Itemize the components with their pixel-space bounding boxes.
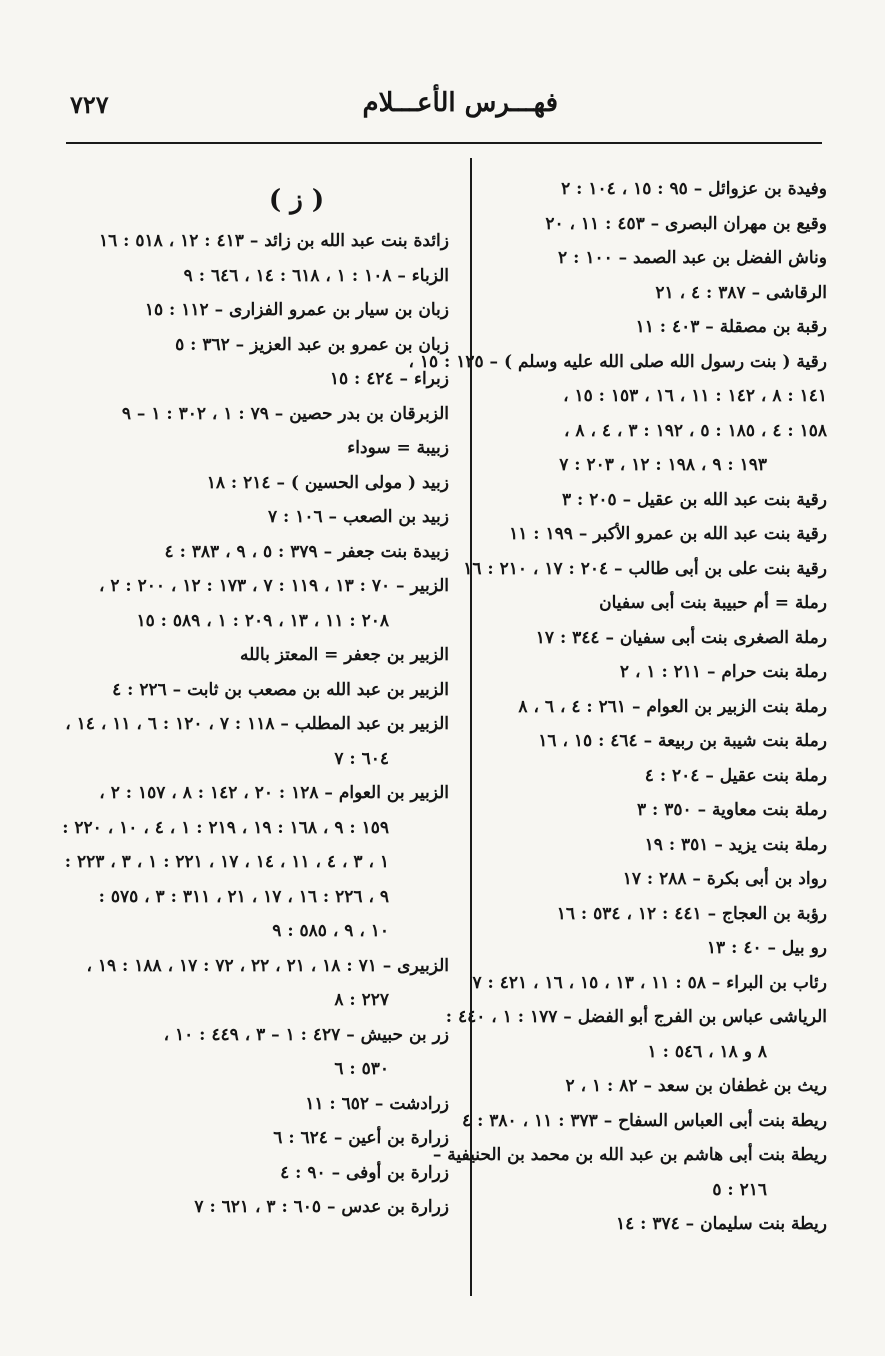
page-number: ٧٢٧ bbox=[70, 90, 109, 119]
index-entry: ريطة بنت أبى هاشم بن عبد الله بن محمد بن الحنيفية – bbox=[432, 1145, 827, 1165]
index-entry: ريطة بنت أبى العباس السفاح – ٣٧٣ : ١١ ، ٣٨٠ : ٤ bbox=[462, 1110, 827, 1131]
index-entry: رو بيل – ٤٠ : ١٣ bbox=[706, 938, 827, 958]
index-entry: زبان بن عمرو بن عبد العزيز – ٣٦٢ : ٥ bbox=[175, 334, 449, 355]
index-entry-continuation: ٩ ، ٢٢٦ : ١٦ ، ١٧ ، ٢١ ، ٣١١ : ٣ ، ٥٧٥ : bbox=[98, 886, 389, 907]
index-entry: رملة = أم حبيبة بنت أبى سفيان bbox=[599, 593, 827, 613]
index-entry-continuation: ٦٠٤ : ٧ bbox=[334, 748, 389, 769]
index-entry: زبان بن سيار بن عمرو الفزارى – ١١٢ : ١٥ bbox=[144, 300, 449, 320]
index-entry-continuation: ٢٠٨ : ١١ ، ١٣ ، ٢٠٩ : ١ ، ٥٨٩ : ١٥ bbox=[136, 610, 389, 631]
index-entry: الزبير بن جعفر = المعتز بالله bbox=[240, 645, 449, 665]
index-entry: زائدة بنت عبد الله بن زائد – ٤١٣ : ١٢ ، ٥١٨ : ١٦ bbox=[98, 231, 449, 251]
index-entry: رقية بنت عبد الله بن عمرو الأكبر – ١٩٩ : ١١ bbox=[509, 524, 827, 544]
index-entry: رملة بنت يزيد – ٣٥١ : ١٩ bbox=[644, 834, 827, 855]
index-entry-continuation: ١٩٣ : ٩ ، ١٩٨ : ١٢ ، ٢٠٣ : ٧ bbox=[559, 455, 767, 475]
index-entry: الرياشى عباس بن الفرج أبو الفضل – ١٧٧ : ١ ، ٤٤٠ : bbox=[445, 1007, 827, 1027]
index-entry: رواد بن أبى بكرة – ٢٨٨ : ١٧ bbox=[622, 869, 827, 889]
index-entry: زبيد ( مولى الحسين ) – ٢١٤ : ١٨ bbox=[206, 472, 449, 493]
index-entry: رقية بنت على بن أبى طالب – ٢٠٤ : ١٧ ، ٢١٠ : ١٦ bbox=[463, 558, 827, 579]
left-column bbox=[64, 180, 449, 1225]
index-entry: رملة بنت معاوية – ٣٥٠ : ٣ bbox=[637, 800, 827, 820]
index-entry: رملة بنت حرام – ٢١١ : ١ ، ٢ bbox=[619, 662, 827, 682]
index-entry: وفيدة بن عزوائل – ٩٥ : ١٥ ، ١٠٤ : ٢ bbox=[561, 179, 827, 199]
index-entry-continuation: ١ ، ٣ ، ٤ ، ١١ ، ١٤ ، ١٧ ، ٢٢١ : ١ ، ٣ ، ٢٢٣ : bbox=[64, 852, 389, 872]
index-entry: زبيد بن الصعب – ١٠٦ : ٧ bbox=[267, 507, 449, 527]
index-entry: زرارة بن عدس – ٦٠٥ : ٣ ، ٦٢١ : ٧ bbox=[194, 1197, 449, 1217]
index-entry: زرارة بن أعين – ٦٢٤ : ٦ bbox=[273, 1128, 449, 1148]
index-entry: زبيدة بنت جعفر – ٣٧٩ : ٥ ، ٩ ، ٣٨٣ : ٤ bbox=[164, 541, 449, 562]
index-entry: زر بن حبيش – ٤٢٧ : ١ – ٣ ، ٤٤٩ : ١٠ ، bbox=[163, 1024, 449, 1045]
section-letter: ( ز ) bbox=[268, 185, 325, 215]
index-entry-continuation: ١٥٨ : ٤ ، ١٨٥ : ٥ ، ١٩٢ : ٣ ، ٤ ، ٨ ، bbox=[563, 420, 827, 441]
index-entry: زبراء – ٤٢٤ : ١٥ bbox=[329, 369, 449, 389]
index-entry: الزبرقان بن بدر حصين – ٧٩ : ١ ، ٣٠٢ : ١ – ٩ bbox=[121, 403, 449, 424]
index-entry: رملة بنت الزبير بن العوام – ٢٦١ : ٤ ، ٦ ، ٨ bbox=[518, 696, 827, 717]
index-entry-continuation: ٥٣٠ : ٦ bbox=[334, 1059, 389, 1079]
index-entry: رقبة بن مصقلة – ٤٠٣ : ١١ bbox=[635, 317, 827, 337]
index-entry: رملة بنت شيبة بن ربيعة – ٤٦٤ : ١٥ ، ١٦ bbox=[538, 731, 827, 751]
index-entry: الزبير بن العوام – ١٢٨ : ٢٠ ، ١٤٢ : ٨ ، ١٥٧ : ٢ ، bbox=[99, 783, 449, 803]
index-entry: زرادشت – ٦٥٢ : ١١ bbox=[305, 1093, 449, 1114]
index-entry: الزبير بن عبد المطلب – ١١٨ : ٧ ، ١٢٠ : ٦ ، ١١ ، ١٤ ، bbox=[65, 714, 449, 734]
index-entry: الزبير – ٧٠ : ١٣ ، ١١٩ : ٧ ، ١٧٣ : ١٢ ، ٢٠٠ : ٢ ، bbox=[98, 576, 449, 596]
index-entry: زرارة بن أوفى – ٩٠ : ٤ bbox=[280, 1162, 449, 1183]
index-entry-continuation: ٢٢٧ : ٨ bbox=[334, 990, 389, 1010]
index-entry: رئاب بن البراء – ٥٨ : ١١ ، ١٣ ، ١٥ ، ١٦ ، ٤٢١ : ٧ bbox=[472, 972, 827, 993]
index-entry-continuation: ١٠ ، ٩ ، ٥٨٥ : ٩ bbox=[272, 921, 389, 941]
index-entry: ريث بن غطفان بن سعد – ٨٢ : ١ ، ٢ bbox=[565, 1076, 827, 1096]
index-entry: وناش الفضل بن عبد الصمد – ١٠٠ : ٢ bbox=[558, 248, 827, 268]
index-entry: رقية ( بنت رسول الله صلى الله عليه وسلم ) – ١٢٥ : ١٥ ، bbox=[408, 351, 827, 372]
index-entry: الزباء – ١٠٨ : ١ ، ٦١٨ : ١٤ ، ٦٤٦ : ٩ bbox=[183, 265, 449, 286]
index-entry: رؤبة بن العجاج – ٤٤١ : ١٢ ، ٥٣٤ : ١٦ bbox=[556, 903, 827, 924]
index-entry: رملة الصغرى بنت أبى سفيان – ٣٤٤ : ١٧ bbox=[535, 627, 827, 648]
index-entry: رقية بنت عبد الله بن عقيل – ٢٠٥ : ٣ bbox=[562, 489, 827, 510]
index-entry: زبيبة = سوداء bbox=[347, 438, 449, 458]
index-entry-continuation: ٨ و ١٨ ، ٥٤٦ : ١ bbox=[647, 1041, 767, 1062]
header-rule bbox=[66, 142, 822, 144]
index-entry: الزبيرى – ٧١ : ١٨ ، ٢١ ، ٢٢ ، ٧٢ : ١٧ ، ١٨٨ : ١٩ ، bbox=[86, 955, 449, 976]
index-entry-continuation: ١٥٩ : ٩ ، ١٦٨ : ١٩ ، ٢١٩ : ١ ، ٤ ، ١٠ ، ٢٢٠ : bbox=[62, 817, 389, 838]
index-entry: رملة بنت عقيل – ٢٠٤ : ٤ bbox=[644, 765, 827, 786]
index-entry: الرقاشى – ٣٨٧ : ٤ ، ٢١ bbox=[655, 282, 827, 303]
index-entry: ريطة بنت سليمان – ٣٧٤ : ١٤ bbox=[615, 1214, 827, 1234]
page-title: فهـــرس الأعـــلام bbox=[362, 88, 558, 118]
page-header bbox=[70, 88, 818, 136]
index-entry-continuation: ٢١٦ : ٥ bbox=[712, 1179, 767, 1200]
index-entry: الزبير بن عبد الله بن مصعب بن ثابت – ٢٢٦ : ٤ bbox=[112, 679, 449, 700]
index-entry: وقيع بن مهران البصرى – ٤٥٣ : ١١ ، ٢٠ bbox=[545, 213, 827, 234]
right-column bbox=[408, 172, 827, 1242]
index-entry-continuation: ١٤١ : ٨ ، ١٤٢ : ١١ ، ١٦ ، ١٥٣ : ١٥ ، bbox=[563, 386, 827, 406]
